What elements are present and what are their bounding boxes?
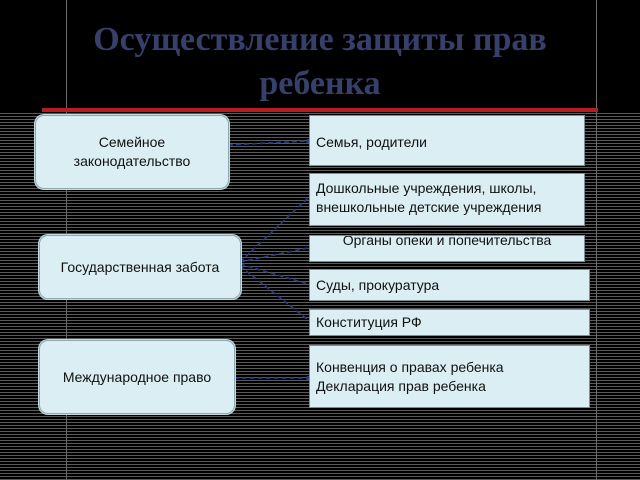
left-box-label: Международное право (62, 368, 212, 385)
left-box-label: Семейное законодательство (73, 134, 191, 169)
connector-guardianship (240, 248, 308, 262)
right-box-text: Конституция РФ (316, 314, 422, 330)
connector-preschool (240, 198, 308, 262)
right-box-courts (309, 269, 590, 301)
connector-family (228, 141, 308, 145)
right-box-convention (309, 345, 590, 408)
left-box-state-care (39, 235, 241, 299)
left-box-family-law (35, 115, 229, 189)
right-box-text: Семья, родители (316, 134, 427, 150)
right-box-guardianship (309, 235, 585, 262)
left-box-label: Государственная забота (60, 258, 220, 275)
right-box-family (309, 115, 585, 166)
right-box-text: Суды, прокуратура (316, 276, 440, 293)
right-box-constitution (309, 309, 590, 336)
left-box-international-law (39, 340, 235, 414)
right-box-preschool (309, 173, 585, 226)
slide-title: Осуществление защиты прав ребенка (93, 21, 547, 102)
right-box-text: Дошкольные учреждения, школы, внешкольные детские учреждения (316, 180, 542, 215)
right-box-text: Органы опеки и попечительства (342, 235, 552, 248)
right-box-text: Конвенция о правах ребенка Декларация прав ребенка (316, 358, 504, 394)
